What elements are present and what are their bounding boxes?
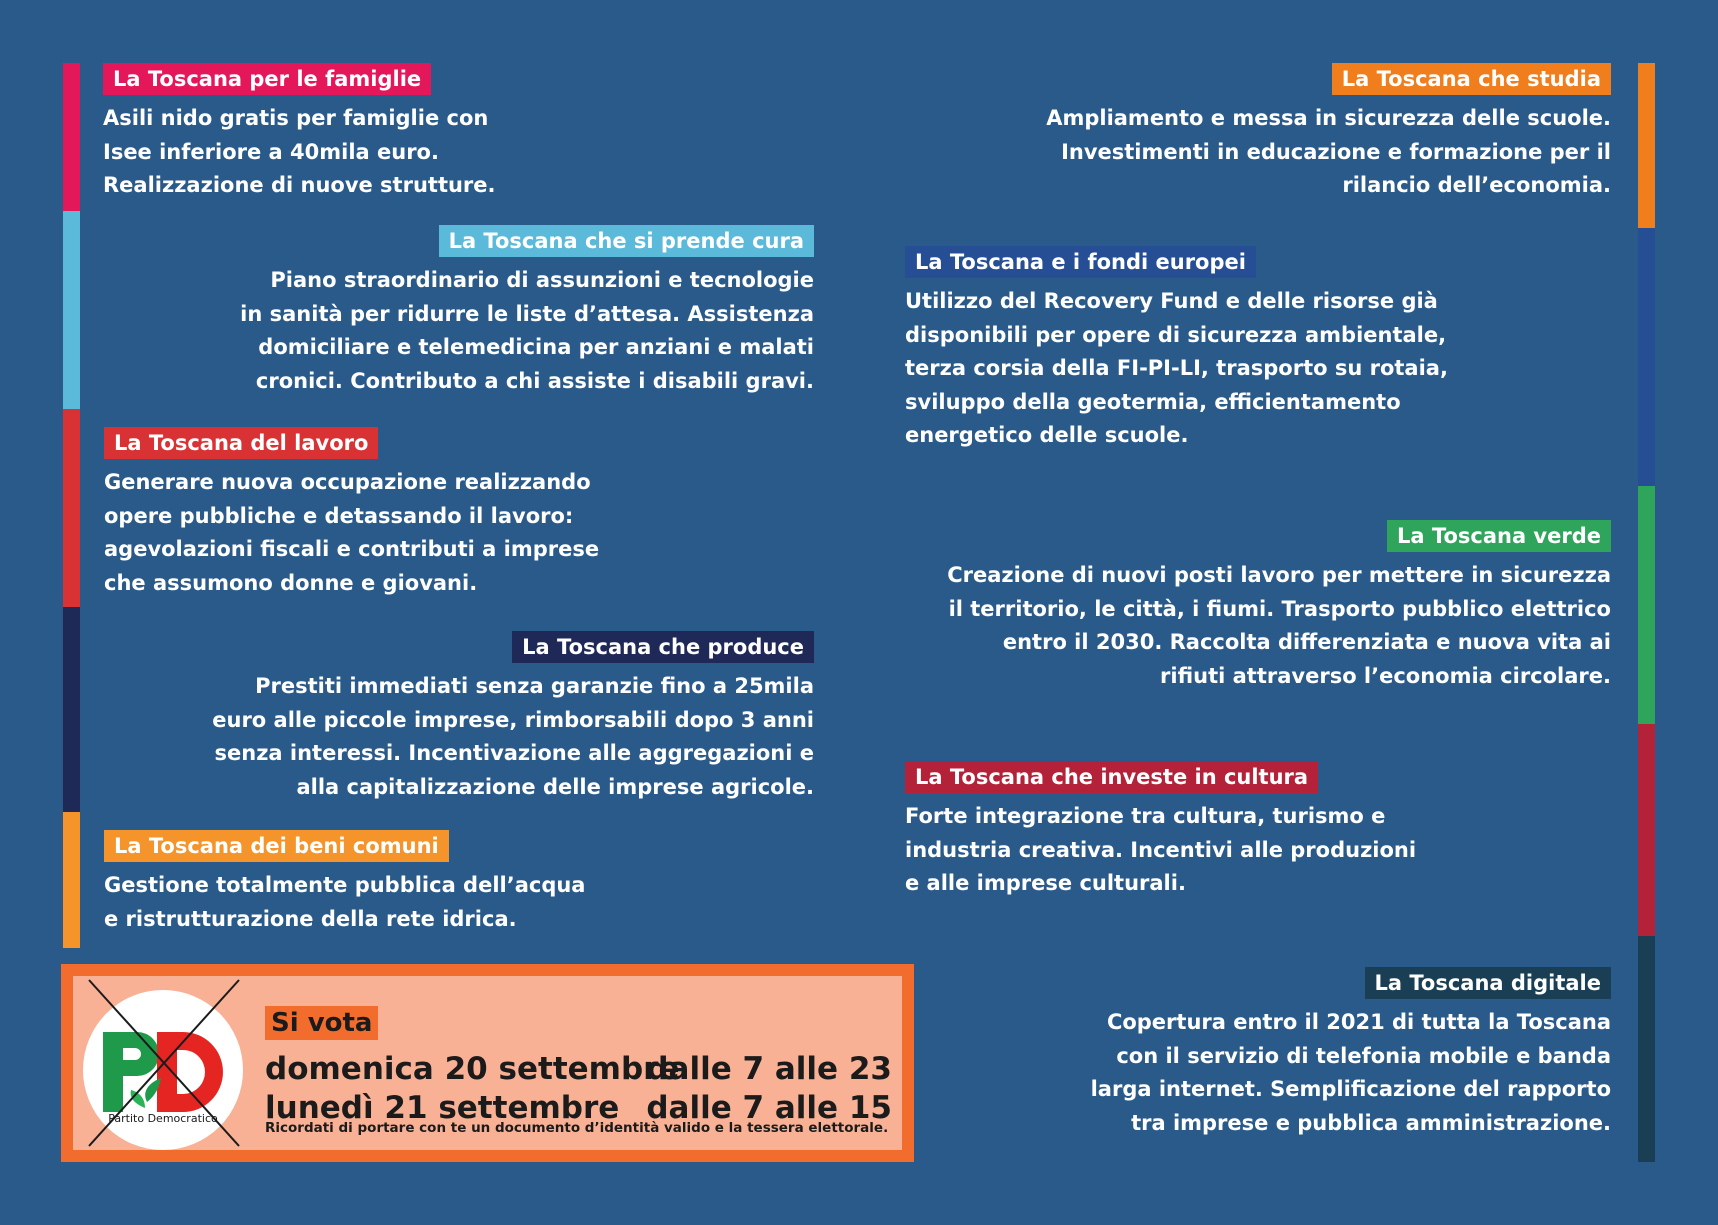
section-cultura	[905, 761, 1416, 901]
vote-time1: dalle 7 alle 23	[646, 1051, 892, 1087]
section-text: Copertura entro il 2021 di tutta la Toscana con il servizio di telefonia mobile e banda larga internet. Semplificazione del rapporto tra imprese e pubblica amministrazione.	[1090, 1010, 1611, 1135]
bar-lavoro	[63, 409, 80, 607]
section-title: La Toscana digitale	[1365, 967, 1612, 999]
bar-produce	[63, 607, 80, 812]
section-title: La Toscana per le famiglie	[103, 63, 431, 95]
bar-beni-comuni	[63, 812, 80, 948]
vote-day2: lunedì 21 settembre	[265, 1090, 620, 1126]
section-title: La Toscana che produce	[512, 631, 814, 663]
section-produce	[212, 631, 814, 804]
section-title: La Toscana che investe in cultura	[905, 761, 1318, 793]
bar-verde	[1638, 486, 1655, 724]
section-fondi-europei	[905, 246, 1448, 453]
vote-time2: dalle 7 alle 15	[646, 1090, 892, 1126]
bar-digitale	[1638, 936, 1655, 1162]
vote-box	[61, 964, 914, 1162]
bar-fondi-europei	[1638, 228, 1655, 486]
bar-cultura	[1638, 724, 1655, 936]
section-text: Ampliamento e messa in sicurezza delle scuole. Investimenti in educazione e formazione per il rilancio dell’economia.	[1046, 106, 1611, 197]
vote-title: Si vota	[265, 1006, 378, 1040]
section-verde	[947, 520, 1611, 693]
section-title: La Toscana che si prende cura	[439, 225, 814, 257]
section-text: Piano straordinario di assunzioni e tecnologie in sanità per ridurre le liste d’attesa. Assistenza domiciliare e telemedicina per anziani e malati cronici. Contributo a chi assiste i disabili gravi.	[240, 268, 814, 393]
section-title: La Toscana del lavoro	[104, 427, 378, 459]
section-text: Forte integrazione tra cultura, turismo e industria creativa. Incentivi alle produzioni e alle imprese culturali.	[905, 804, 1417, 895]
section-text: Utilizzo del Recovery Fund e delle risorse già disponibili per opere di sicurezza ambientale, terza corsia della FI-PI-LI, trasporto su rotaia, sviluppo della geotermia, efficientamento energetico delle scuole.	[905, 289, 1448, 447]
section-cura	[240, 225, 814, 398]
section-title: La Toscana dei beni comuni	[104, 830, 449, 862]
vote-day1: domenica 20 settembre	[265, 1051, 680, 1087]
section-beni-comuni	[104, 830, 585, 936]
vote-day1-row	[265, 1050, 892, 1088]
section-text: Creazione di nuovi posti lavoro per mettere in sicurezza il territorio, le città, i fiumi. Trasporto pubblico elettrico entro il 2030. Raccolta differenziata e nuova vita ai rifiuti attraverso l’economia circolare.	[947, 563, 1611, 688]
section-studia	[1046, 63, 1611, 203]
vote-box-inner	[73, 976, 902, 1150]
section-text: Prestiti immediati senza garanzie fino a 25mila euro alle piccole imprese, rimborsabili dopo 3 anni senza interessi. Incentivazione alle aggregazioni e alla capitalizzazione delle imprese agricole.	[212, 674, 814, 799]
section-title: La Toscana verde	[1387, 520, 1611, 552]
bar-studia	[1638, 63, 1655, 228]
pd-logo-text: Partito Democratico	[108, 1112, 218, 1125]
section-title: La Toscana che studia	[1332, 63, 1611, 95]
section-famiglie	[103, 63, 496, 203]
bar-cura	[63, 211, 80, 409]
section-text: Gestione totalmente pubblica dell’acqua e ristrutturazione della rete idrica.	[104, 873, 586, 931]
section-text: Asili nido gratis per famiglie con Isee inferiore a 40mila euro. Realizzazione di nuove strutture.	[103, 106, 496, 197]
vote-note: Ricordati di portare con te un documento d’identità valido e la tessera elettorale.	[265, 1120, 889, 1136]
section-title: La Toscana e i fondi europei	[905, 246, 1256, 278]
section-digitale	[1091, 967, 1611, 1140]
section-lavoro	[104, 427, 599, 600]
ballot-cross-icon	[85, 976, 243, 1150]
section-text: Generare nuova occupazione realizzando opere pubbliche e detassando il lavoro: agevolazioni fiscali e contributi a imprese che assumono donne e giovani.	[104, 470, 600, 595]
bar-famiglie	[63, 63, 80, 211]
